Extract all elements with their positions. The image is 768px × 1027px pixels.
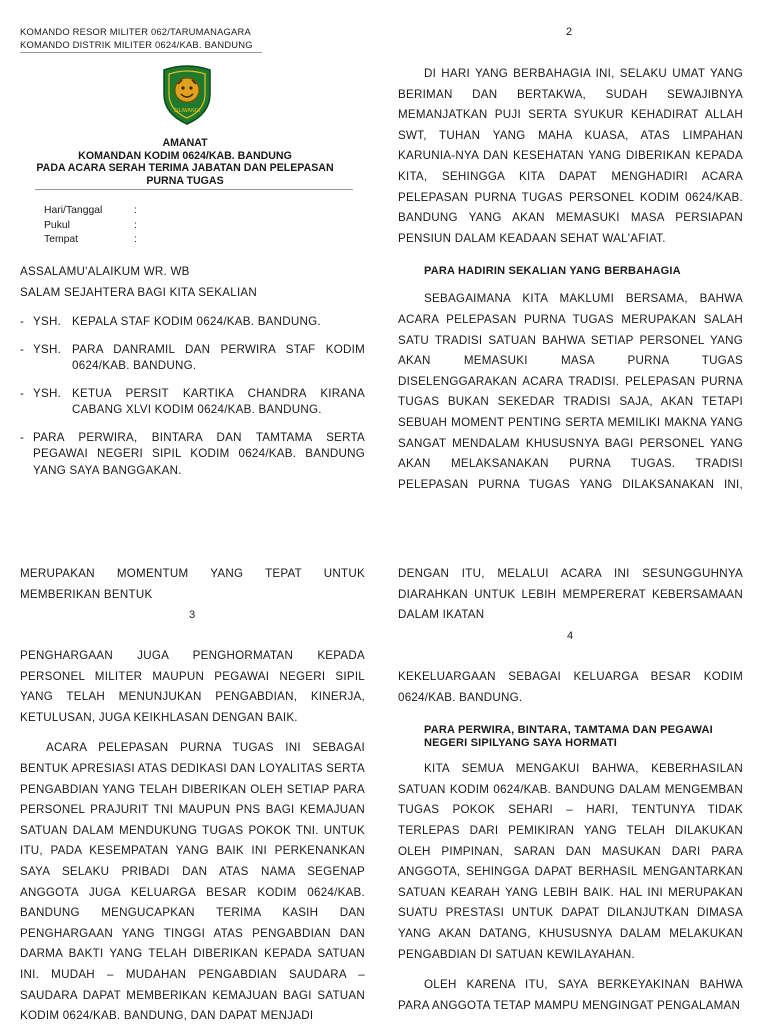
info-fields	[44, 205, 244, 249]
page4-paragraph-keyakinan: OLEH KARENA ITU, SAYA BERKEYAKINAN BAHWA PARA ANGGOTA TETAP MAMPU MENGINGAT PENGALAMAN	[398, 978, 743, 1012]
info-colon: :	[134, 219, 137, 231]
page-number-2: 2	[566, 26, 573, 38]
info-colon: :	[134, 234, 137, 246]
title-purna-tugas: PURNA TUGAS	[146, 174, 224, 187]
list-text: KEPALA STAF KODIM 0624/KAB. BANDUNG.	[72, 315, 321, 328]
greeting-salam: SALAM SEJAHTERA BAGI KITA SEKALIAN	[20, 285, 258, 299]
info-label: Pukul	[44, 219, 70, 231]
page4-content	[398, 667, 743, 1016]
salutation-list	[20, 314, 365, 490]
title-amanat: AMANAT	[162, 137, 208, 149]
title-acara: PADA ACARA SERAH TERIMA JABATAN DAN PELEPASAN	[36, 162, 334, 175]
page2-content	[398, 64, 743, 495]
page4-carry-text: DENGAN ITU, MELALUI ACARA INI SESUNGGUHNYA DIARAHKAN UNTUK LEBIH MEMPERERAT KEBERSAMAAN DALAM IKATAN	[398, 567, 743, 622]
list-dash: -	[20, 386, 25, 400]
page-number-3: 3	[189, 609, 196, 621]
list-dash: -	[20, 342, 25, 356]
page3-carry-over	[20, 564, 365, 605]
greeting-block	[20, 262, 365, 303]
page2-heading: PARA HADIRIN SEKALIAN YANG BERBAHAGIA	[424, 265, 681, 278]
info-row-pukul	[44, 220, 244, 235]
page4-carry-over	[398, 564, 743, 626]
page2-paragraph-opening: DI HARI YANG BERBAHAGIA INI, SELAKU UMAT YANG BERIMAN DAN BERTAKWA, SUDAH SEWAJIBNYA MEMANJATKAN PUJI SERTA SYUKUR KEHADIRAT ALLAH SWT, TUHAN YANG MAHA KUASA, ATAS LIMPAHAN KARUNIA-NYA DAN KESEHATAN YANG DIBERIKAN KEPADA KITA, SEHINGGA KITA DAPAT MENGHADIRI ACARA PELEPASAN PURNA TUGAS PERSONEL KODIM 0624/KAB. BANDUNG YANG AKAN MEMASUKI MASA PERSIAPAN PENSIUN DALAM KEADAAN SEHAT WAL'AFIAT.	[398, 67, 743, 245]
page4-heading: PARA PERWIRA, BINTARA, TAMTAMA DAN PEGAWAI NEGERI SIPILYANG SAYA HORMATI	[424, 724, 713, 750]
list-item	[20, 386, 365, 419]
info-label: Tempat	[44, 234, 79, 246]
list-dash: -	[20, 430, 25, 444]
list-text: KETUA PERSIT KARTIKA CHANDRA KIRANA CABANG XLVI KODIM 0624/KAB. BANDUNG.	[72, 386, 365, 416]
info-label: Hari/Tanggal	[44, 205, 103, 216]
list-item	[20, 314, 365, 331]
header-divider	[20, 52, 262, 53]
info-row-tempat	[44, 234, 244, 249]
siliwangi-emblem	[160, 64, 214, 126]
list-item	[20, 342, 365, 375]
list-prefix: YSH.	[33, 315, 62, 328]
page3-carry-text: MERUPAKAN MOMENTUM YANG TEPAT UNTUK MEMBERIKAN BENTUK	[20, 567, 365, 601]
list-text: PARA PERWIRA, BINTARA DAN TAMTAMA SERTA PEGAWAI NEGERI SIPIL KODIM 0624/KAB. BANDUNG YANG SAYA BANGGAKAN.	[33, 430, 365, 477]
emblem-text: SILIWANGI	[173, 108, 201, 114]
title-divider	[35, 189, 353, 190]
title-block	[20, 137, 350, 187]
info-row-hari-tanggal	[44, 205, 244, 220]
greeting-assalamualaikum: ASSALAMU'ALAIKUM WR. WB	[20, 265, 190, 278]
header-line-korem: KOMANDO RESOR MILITER 062/TARUMANAGARA	[20, 26, 251, 37]
page-number-4: 4	[567, 630, 574, 642]
page2-paragraph-tradisi: SEBAGAIMANA KITA MAKLUMI BERSAMA, BAHWA ACARA PELEPASAN PURNA TUGAS MERUPAKAN SALAH SATU TRADISI SATUAN BAHWA SETIAP PERSONEL YANG AKAN MEMASUKI MASA PURNA TUGAS DISELENGGARAKAN ACARA TRADISI. PELEPASAN PURNA TUGAS BUKAN SEKEDAR TRADISI SAJA, AKAN TETAPI SEBUAH MOMENT PENTING SERTA MEMILIKI MAKNA YANG SANGAT MENDALAM KHUSUSNYA BAGI PERSONEL YANG AKAN MELAKSANAKAN PURNA TUGAS. TRADISI PELEPASAN PURNA TUGAS YANG DILAKSANAKAN INI,	[398, 292, 743, 491]
page4-paragraph-kekeluargaan: KEKELUARGAAN SEBAGAI KELUARGA BESAR KODIM 0624/KAB. BANDUNG.	[398, 670, 743, 704]
list-item	[20, 430, 365, 480]
page3-content	[20, 646, 365, 1027]
list-dash: -	[20, 315, 25, 328]
title-komandan: KOMANDAN KODIM 0624/KAB. BANDUNG	[78, 149, 292, 162]
page3-paragraph-apresiasi: ACARA PELEPASAN PURNA TUGAS INI SEBAGAI BENTUK APRESIASI ATAS DEDIKASI DAN LOYALITAS SERTA PENGABDIAN YANG TELAH DIBERIKAN OLEH SETIAP PARA PERSONEL PRAJURIT TNI MAUPUN PNS BAGI KEMAJUAN SATUAN DALAM MENDUKUNG TUGAS POKOK TNI. UNTUK ITU, PADA KESEMPATAN YANG BAIK INI PERKENANKAN SAYA SELAKU PRIBADI DAN ATAS NAMA SEGENAP ANGGOTA JUGA KELUARGA BESAR KODIM 0624/KAB. BANDUNG MENGUCAPKAN TERIMA KASIH DAN PENGHARGAAN YANG TINGGI ATAS PENGABDIAN DAN DARMA BAKTI YANG TELAH DIBERIKAN KEPADA SATUAN INI. MUDAH – MUDAHAN PENGABDIAN SAUDARA – SAUDARA DAPAT MEMBERIKAN KEMAJUAN BAGI SATUAN KODIM 0624/KAB. BANDUNG, DAN DAPAT MENJADI	[20, 741, 365, 1023]
header-line-kodim: KOMANDO DISTRIK MILITER 0624/KAB. BANDUNG	[20, 39, 253, 50]
header-block	[20, 25, 280, 51]
page4-paragraph-keberhasilan: KITA SEMUA MENGAKUI BAHWA, KEBERHASILAN SATUAN KODIM 0624/KAB. BANDUNG DALAM MENGEMBAN TUGAS POKOK SEHARI – HARI, TENTUNYA TIDAK TERLEPAS DARI PEMIKIRAN YANG TELAH DILAKUKAN OLEH PIMPINAN, SARAN DAN MASUKAN DARI PARA ANGGOTA, SEHINGGA DAPAT BERHASIL MENGANTARKAN SATUAN KEARAH YANG LEBIH BAIK. HAL INI MERUPAKAN SUATU PRESTASI UNTUK DAPAT DILANJUTKAN DIMASA YANG AKAN DATANG, KHUSUSNYA DALAM MELAKUKAN PENGABDIAN DI SATUAN KEWILAYAHAN.	[398, 762, 743, 961]
list-prefix: YSH.	[33, 386, 62, 400]
list-text: PARA DANRAMIL DAN PERWIRA STAF KODIM 0624/KAB. BANDUNG.	[72, 342, 365, 372]
page3-paragraph-penghargaan: PENGHARGAAN JUGA PENGHORMATAN KEPADA PERSONEL MILITER MAUPUN PEGAWAI NEGERI SIPIL YANG TELAH MENUNJUKAN PENGABDIAN, KINERJA, KETULUSAN, JUGA KEIKHLASAN DENGAN BAIK.	[20, 649, 365, 724]
info-colon: :	[134, 205, 137, 216]
list-prefix: YSH.	[33, 342, 62, 356]
